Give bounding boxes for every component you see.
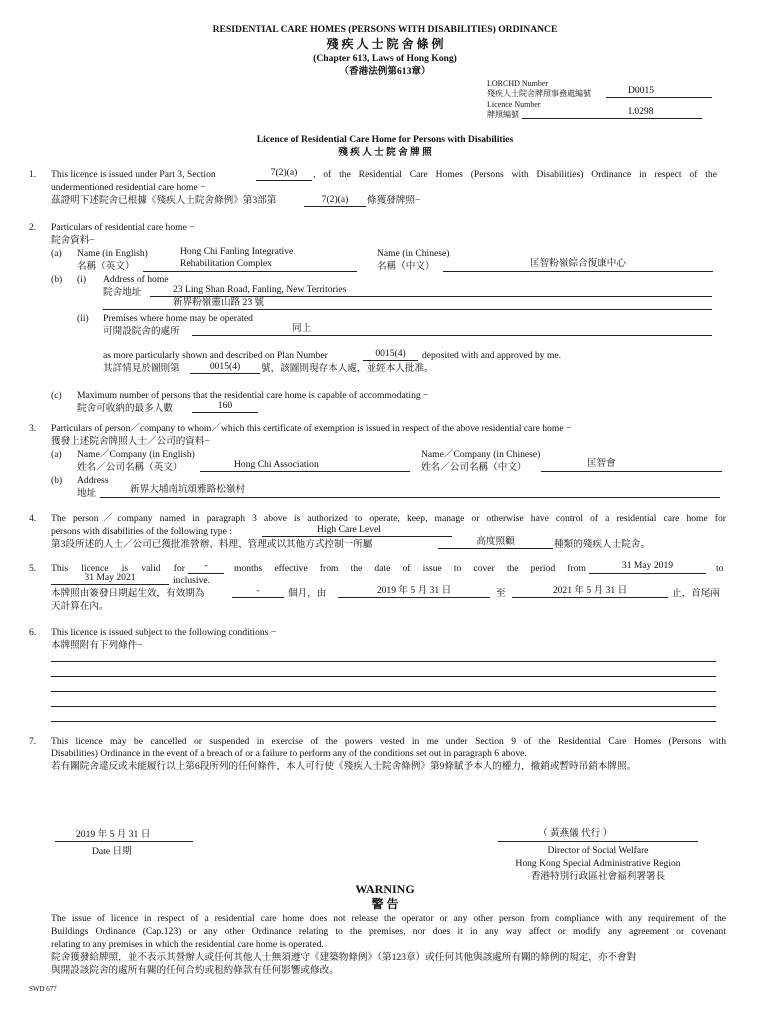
s2c-label: (c): [51, 390, 62, 401]
licence-title-en: Licence of Residential Care Home for Persons with Disabilities: [256, 134, 514, 145]
s1-section: 7(2)(a): [270, 167, 298, 178]
s4-type-en: High Care Level: [317, 524, 381, 535]
date-label: Date 日期: [92, 846, 132, 857]
s5-w11: of: [402, 563, 411, 574]
region-en: Hong Kong Special Administrative Region: [515, 858, 681, 869]
s7-line2: Disabilities) Ordinance in the event of a breach of or a failure to perform any of the conditions set out in paragraph 6 above.: [51, 748, 527, 759]
director-title-zh: 香港特別行政區社會福利署署長: [530, 871, 666, 882]
s5-to-date: 31 May 2021: [84, 572, 136, 583]
s4-line1: The person／company named in paragraph 3 above is authorized to operate, keep, manage or otherwise have control of a residential care home for: [51, 513, 726, 524]
s3-heading-zh: 獲發上述院舍牌照人士／公司的資料−: [51, 436, 210, 447]
s3-address-label-zh: 地址: [77, 488, 97, 499]
s7-zh: 若有關院舍違反或未能履行以上第6段所列的任何條件，本人可行使《殘疾人士院舍條例》第9條賦予本人的權力，撤銷或暫時吊銷本牌照。: [51, 761, 637, 772]
s2a-label: (a): [51, 248, 62, 259]
s3-address-label-en: Address: [77, 475, 109, 486]
s1-zh-post: 條獲發牌照−: [367, 195, 421, 206]
licence-title-zh: 殘 疾 人 士 院 舍 牌 照: [338, 147, 432, 158]
s5-zh-months: -: [256, 585, 260, 596]
s3a-label: (a): [51, 449, 62, 460]
s5-zh-mid1: 個月，由: [288, 588, 327, 599]
s5-w1: This: [51, 563, 69, 574]
s5-from-date: 31 May 2019: [621, 560, 674, 571]
s1-zh-pre: 茲證明下述院舍已根據《殘疾人士院舍條例》第3部第: [51, 195, 277, 206]
s5-w18: to: [716, 563, 724, 574]
s1-zh-section: 7(2)(a): [321, 194, 349, 205]
licence-label-en: Licence Number: [487, 100, 541, 109]
s2-premises-label-en: Premises where home may be operated: [103, 313, 253, 324]
s4-zh-post: 種類的殘疾人士院舍。: [554, 539, 650, 550]
condition-line-3: [51, 691, 716, 692]
signer-name: （ 黃燕儀 代行 ）: [538, 828, 613, 839]
s1-pre: This licence is issued under Part 3, Section: [51, 169, 216, 180]
s5-w2: licence: [81, 563, 109, 574]
warning-en-2: Buildings Ordinance (Cap.123) or any other Ordinance relating to the premises, nor does it in any way affect or modify any agreement or covenant: [51, 926, 726, 937]
s2-name-en-line2: Rehabilitation Complex: [180, 258, 272, 269]
ordinance-title-zh: 殘 疾 人 士 院 舍 條 例: [326, 37, 444, 51]
s2-address-zh: 新界粉嶺靈山路 23 號: [173, 297, 265, 308]
s2-plan-post: deposited with and approved by me.: [422, 350, 562, 361]
s2-name-en-label-zh: 名稱（英文）: [77, 261, 135, 272]
s2-plan-pre: as more particularly shown and described on Plan Number: [103, 350, 328, 361]
s5-w16: period: [530, 563, 556, 574]
s3-name-zh-value: 匡智會: [587, 458, 616, 469]
warning-en-1: The issue of licence in respect of a residential care home does not release the operator or any other person from compliance with any requirement of the: [51, 913, 726, 924]
chapter-zh: （香港法例第613章）: [339, 66, 431, 77]
s3-name-zh-label: Name／Company (in Chinese): [421, 449, 541, 460]
s2-heading-zh: 院舍資料−: [51, 235, 95, 246]
s7-line1: This licence may be cancelled or suspended in exercise of the powers vested in me under Section 9 of the Residential Care Homes (Persons with: [51, 736, 726, 747]
s6-zh: 本牌照附有下列條件−: [51, 640, 143, 651]
s2-max-zh: 院舍可收納的最多人數: [77, 403, 173, 414]
lorchd-label-en: LORCHD Number: [487, 79, 549, 88]
s5-zh-mid2: 至: [496, 588, 506, 599]
s3-name-en-label-zh: 姓名／公司名稱（英文）: [77, 462, 183, 473]
section-6-number: 6.: [29, 627, 37, 638]
s2-address-en: 23 Ling Shan Road, Fanling, New Territories: [173, 284, 347, 295]
s1-line2: undermentioned residential care home −: [51, 182, 206, 193]
s3-heading-en: Particulars of person／company to whom／which this certificate of exemption is issued in respect of the above residential care home −: [51, 423, 572, 434]
s2-address-label-zh: 院舍地址: [103, 287, 142, 298]
s5-w3: is: [121, 563, 129, 574]
s2-plan-zh-number: 0015(4): [209, 361, 241, 372]
s5-w7: effective: [274, 563, 308, 574]
s5-zh-pre: 本牌照由簽發日期起生效，有效期為: [51, 588, 205, 599]
s2-max-value: 160: [217, 400, 233, 411]
licence-number: L0298: [628, 106, 654, 117]
s2bii-label: (ii): [77, 313, 89, 324]
s3-name-zh-label-zh: 姓名／公司名稱（中文）: [421, 462, 527, 473]
s6-en: This licence is issued subject to the following conditions −: [51, 627, 277, 638]
s1-post: , of the Residential Care Homes (Persons with Disabilities) Ordinance in respect of the: [313, 169, 717, 180]
warning-en-3: relating to any premises in which the residential care home is operated.: [51, 939, 324, 950]
s5-w12: issue: [422, 563, 442, 574]
s3-address-value: 新界大埔南坑頌雅路松嶺村: [130, 484, 246, 495]
s4-line2-pre: persons with disabilities of the following type :: [51, 526, 232, 537]
s5-zh-line2: 天計算在內。: [51, 601, 109, 612]
form-code: SWD 677: [29, 985, 57, 993]
s5-zh-from: 2019 年 5 月 31 日: [376, 585, 452, 596]
s2-plan-zh-post: 號，該圖則現存本人處，並經本人批准。: [261, 363, 434, 374]
chapter-en: (Chapter 613, Laws of Hong Kong): [313, 53, 457, 64]
s2-name-zh-label-zh: 名稱（中文）: [377, 261, 435, 272]
s2-max-en: Maximum number of persons that the residential care home is capable of accommodating −: [77, 390, 429, 401]
s2-address-label-en: Address of home: [103, 274, 169, 285]
s2-premises-label-zh: 可開設院舍的處所: [103, 326, 180, 337]
issue-date: 2019 年 5 月 31 日: [76, 829, 151, 840]
warning-heading-zh: 警 告: [371, 897, 399, 911]
s5-months: -: [204, 560, 208, 571]
condition-line-4: [51, 706, 716, 707]
lorchd-number: D0015: [627, 85, 655, 96]
s2-name-en-line1: Hong Chi Fanling Integrative: [180, 246, 294, 257]
section-5-number: 5.: [29, 563, 37, 574]
condition-line-2: [51, 676, 716, 677]
condition-line-1: [51, 661, 716, 662]
s5-w10: date: [374, 563, 391, 574]
s2b-label: (b): [51, 274, 63, 285]
warning-zh-1: 院舍獲發給牌照，並不表示其營辦人或任何其他人士無須遵守《建築物條例》（第123章）或任何其他與該處所有關的條例的規定，亦不會對: [51, 952, 637, 963]
s2-name-en-label: Name (in English): [77, 248, 148, 259]
s5-w8: from: [319, 563, 339, 574]
s5-inclusive: inclusive.: [173, 575, 211, 586]
section-1-number: 1.: [29, 169, 37, 180]
ordinance-title-en: RESIDENTIAL CARE HOMES (PERSONS WITH DISABILITIES) ORDINANCE: [212, 24, 558, 35]
s2-heading-en: Particulars of residential care home −: [51, 222, 195, 233]
s5-zh-post: 止，首尾兩: [672, 588, 720, 599]
condition-line-5: [51, 721, 716, 722]
section-3-number: 3.: [29, 423, 37, 434]
s2bi-label: (i): [77, 274, 87, 285]
s5-w13: to: [453, 563, 462, 574]
licence-label-zh: 牌照編號: [487, 110, 519, 119]
s5-w9: the: [350, 563, 363, 574]
s4-zh-pre: 第3段所述的人士／公司已獲批准營辦、料理、管理或以其他方式控制一所屬: [51, 539, 373, 550]
s2-plan-number: 0015(4): [375, 348, 406, 359]
s5-w5: for: [173, 563, 185, 574]
s5-w4: valid: [141, 563, 161, 574]
s5-w14: cover: [473, 563, 495, 574]
s3b-label: (b): [51, 475, 63, 486]
s2-plan-zh-pre: 其詳情見於圖則第: [103, 363, 180, 374]
s5-words-b: [234, 563, 586, 575]
s2-premises-value: 同上: [292, 323, 312, 334]
warning-zh-2: 與開設該院舍的處所有關的任何合約或租約條款有任何影響或修改。: [51, 965, 339, 976]
director-title-en: Director of Social Welfare: [547, 845, 649, 856]
warning-heading-en: WARNING: [355, 882, 415, 896]
s2-name-zh-value: 匡智粉嶺綜合復康中心: [530, 258, 626, 269]
lorchd-label-zh: 殘疾人士院舍牌照事務處編號: [487, 89, 591, 98]
section-7-number: 7.: [29, 736, 37, 747]
section-2-number: 2.: [29, 222, 37, 233]
s5-w17: from: [567, 563, 586, 574]
s5-w15: the: [506, 563, 519, 574]
s2-name-zh-label: Name (in Chinese): [377, 248, 450, 259]
section-4-number: 4.: [29, 513, 37, 524]
s5-zh-to: 2021 年 5 月 31 日: [552, 585, 628, 596]
s3-name-en-value: Hong Chi Association: [234, 459, 319, 470]
s5-w6: months: [234, 563, 263, 574]
s3-name-en-label: Name／Company (in English): [77, 449, 195, 460]
s4-type-zh: 高度照顧: [476, 536, 515, 547]
